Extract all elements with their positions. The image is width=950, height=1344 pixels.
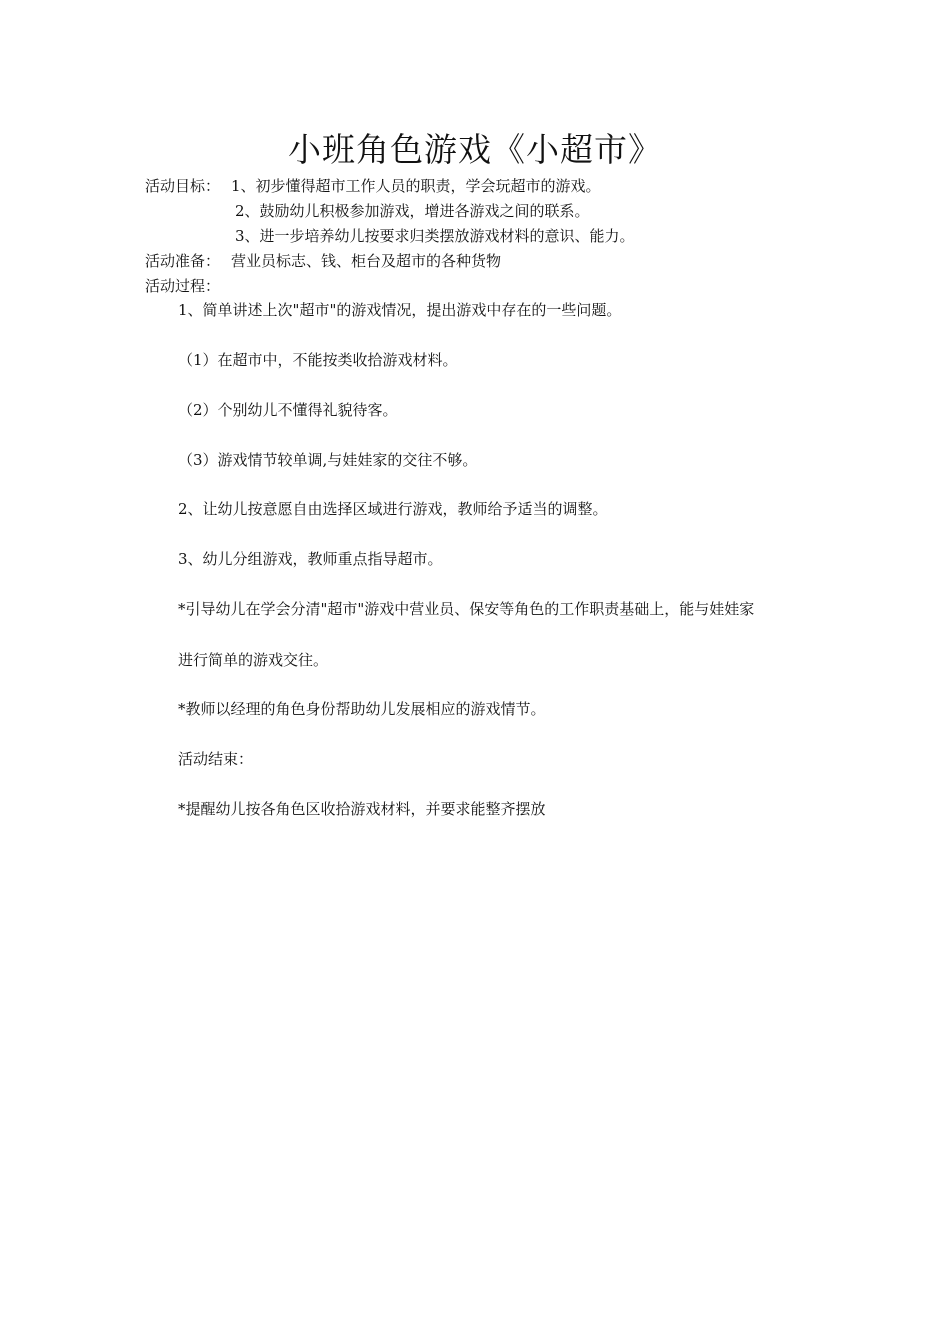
goal-item-2: 2、鼓励幼儿积极参加游戏，增进各游戏之间的联系。 xyxy=(235,202,590,220)
goals-line-1 xyxy=(145,175,601,197)
process-paragraph-8: 进行简单的游戏交往。 xyxy=(178,651,329,669)
process-paragraph-4: （3）游戏情节较单调,与娃娃家的交往不够。 xyxy=(178,451,478,469)
process-paragraph-11: *提醒幼儿按各角色区收拾游戏材料，并要求能整齐摆放 xyxy=(178,800,546,818)
process-paragraph-2: （1）在超市中，不能按类收拾游戏材料。 xyxy=(178,351,458,369)
preparation-label: 活动准备： xyxy=(145,252,221,270)
preparation-line xyxy=(145,250,501,272)
process-paragraph-5: 2、让幼儿按意愿自由选择区域进行游戏，教师给予适当的调整。 xyxy=(178,500,608,518)
process-paragraph-9: *教师以经理的角色身份帮助幼儿发展相应的游戏情节。 xyxy=(178,700,546,718)
process-paragraph-1: 1、简单讲述上次"超市"的游戏情况，提出游戏中存在的一些问题。 xyxy=(178,301,622,319)
process-label: 活动过程： xyxy=(145,277,221,295)
preparation-text: 营业员标志、钱、柜台及超市的各种货物 xyxy=(231,252,502,270)
process-paragraph-3: （2）个别幼儿不懂得礼貌待客。 xyxy=(178,401,398,419)
goals-label: 活动目标： xyxy=(145,177,221,195)
process-paragraph-7: *引导幼儿在学会分清"超市"游戏中营业员、保安等角色的工作职责基础上，能与娃娃家 xyxy=(178,600,755,618)
goal-item-1: 1、初步懂得超市工作人员的职责，学会玩超市的游戏。 xyxy=(231,177,601,195)
goal-item-3: 3、进一步培养幼儿按要求归类摆放游戏材料的意识、能力。 xyxy=(235,227,635,245)
activity-end-label: 活动结束： xyxy=(178,750,254,768)
document-title: 小班角色游戏《小超市》 xyxy=(288,130,662,169)
process-paragraph-6: 3、幼儿分组游戏，教师重点指导超市。 xyxy=(178,550,443,568)
